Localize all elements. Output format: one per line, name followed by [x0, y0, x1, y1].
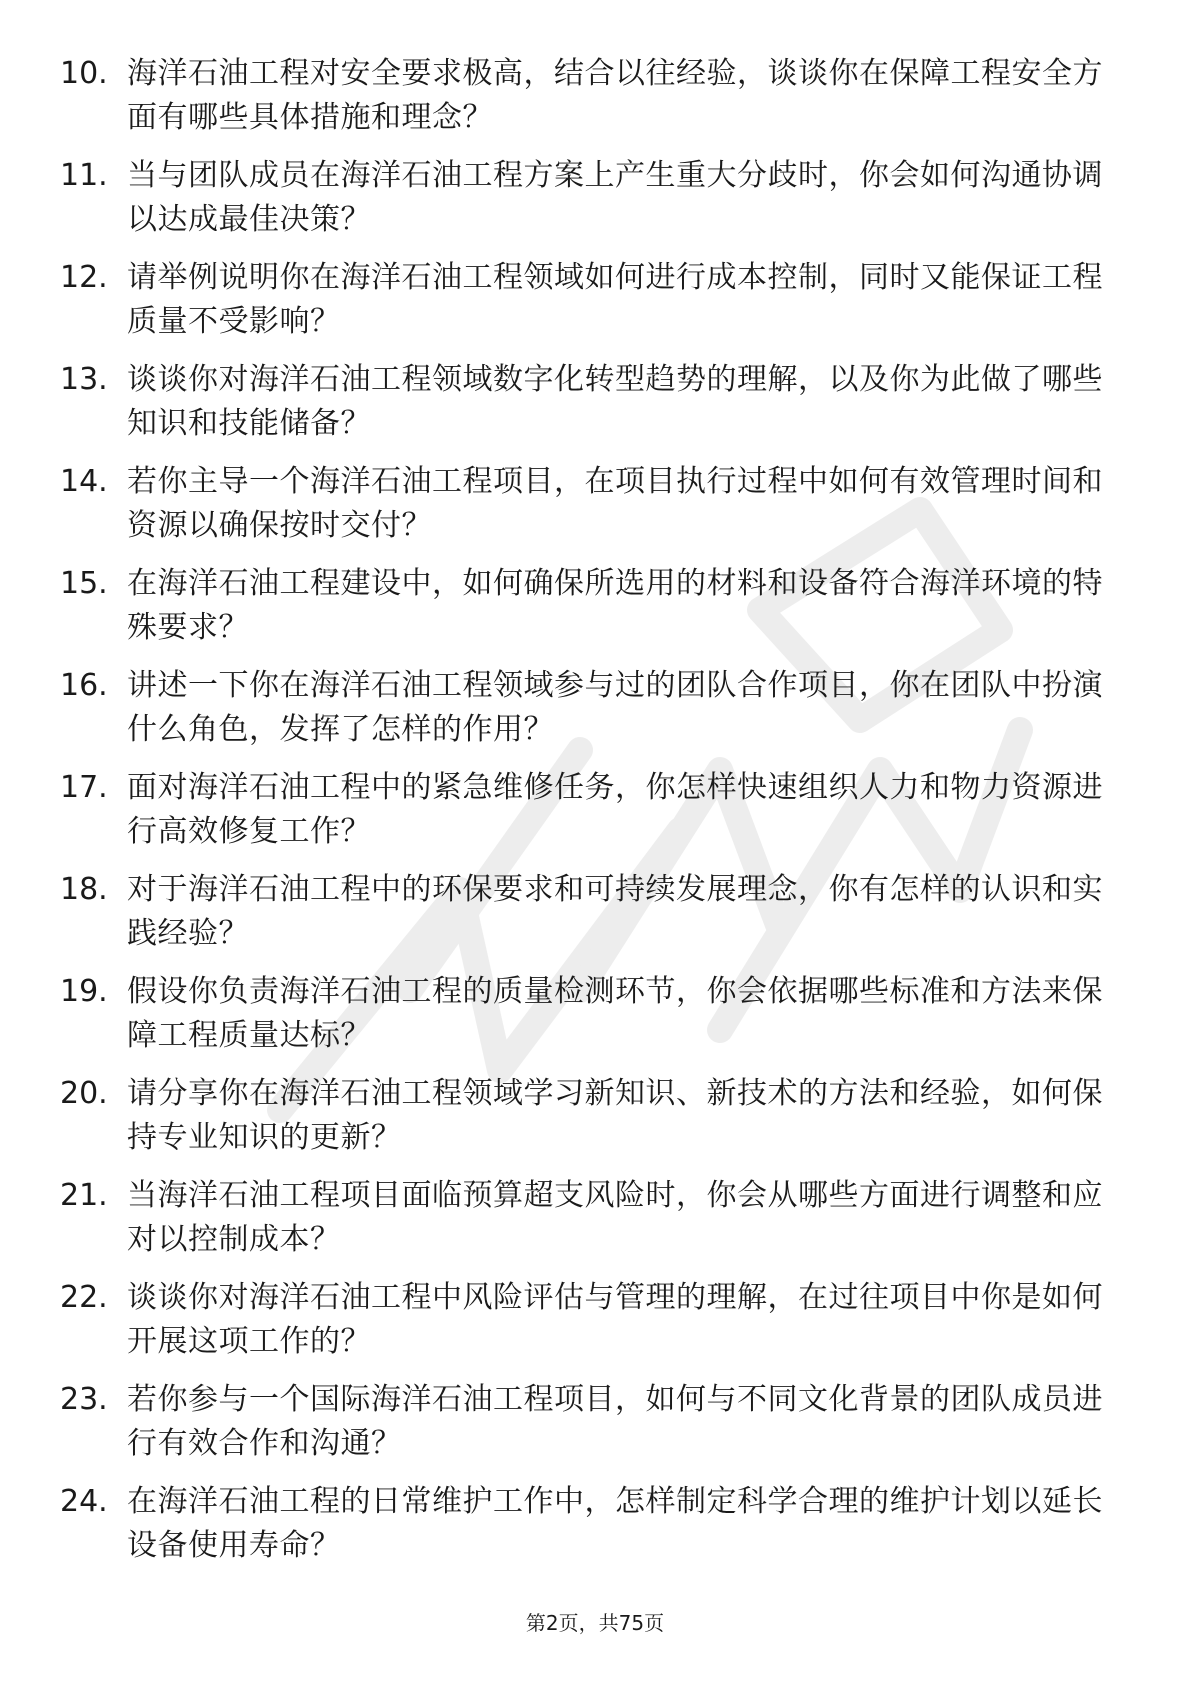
- question-text: 海洋石油工程对安全要求极高，结合以往经验，谈谈你在保障工程安全方面有哪些具体措施和理念？: [127, 56, 1103, 135]
- question-text: 在海洋石油工程建设中，如何确保所选用的材料和设备符合海洋环境的特殊要求？: [127, 566, 1103, 645]
- question-text: 假设你负责海洋石油工程的质量检测环节，你会依据哪些标准和方法来保障工程质量达标？: [127, 974, 1103, 1053]
- question-text: 请举例说明你在海洋石油工程领域如何进行成本控制，同时又能保证工程质量不受影响？: [127, 260, 1103, 339]
- question-item: [60, 358, 1120, 460]
- question-number: 11.: [60, 158, 108, 193]
- question-item: [60, 1276, 1120, 1378]
- question-item: [60, 1072, 1120, 1174]
- question-number: 14.: [60, 464, 108, 499]
- question-text: 面对海洋石油工程中的紧急维修任务，你怎样快速组织人力和物力资源进行高效修复工作？: [127, 770, 1103, 849]
- question-item: [60, 154, 1120, 256]
- question-number: 10.: [60, 56, 108, 91]
- question-number: 15.: [60, 566, 108, 601]
- question-text: 在海洋石油工程的日常维护工作中，怎样制定科学合理的维护计划以延长设备使用寿命？: [127, 1484, 1103, 1563]
- question-text: 若你主导一个海洋石油工程项目，在项目执行过程中如何有效管理时间和资源以确保按时交付？: [127, 464, 1103, 543]
- question-number: 23.: [60, 1382, 108, 1417]
- question-text: 讲述一下你在海洋石油工程领域参与过的团队合作项目，你在团队中扮演什么角色，发挥了怎样的作用？: [127, 668, 1103, 747]
- question-text: 当与团队成员在海洋石油工程方案上产生重大分歧时，你会如何沟通协调以达成最佳决策？: [127, 158, 1103, 237]
- question-number: 21.: [60, 1178, 108, 1213]
- question-item: [60, 664, 1120, 766]
- question-item: [60, 766, 1120, 868]
- question-text: 对于海洋石油工程中的环保要求和可持续发展理念，你有怎样的认识和实践经验？: [127, 872, 1103, 951]
- question-item: [60, 52, 1120, 154]
- question-number: 12.: [60, 260, 108, 295]
- question-item: [60, 256, 1120, 358]
- question-text: 若你参与一个国际海洋石油工程项目，如何与不同文化背景的团队成员进行有效合作和沟通？: [127, 1382, 1103, 1461]
- question-number: 13.: [60, 362, 108, 397]
- question-number: 24.: [60, 1484, 108, 1519]
- question-item: [60, 970, 1120, 1072]
- question-number: 18.: [60, 872, 108, 907]
- question-text: 请分享你在海洋石油工程领域学习新知识、新技术的方法和经验，如何保持专业知识的更新？: [127, 1076, 1103, 1155]
- question-number: 20.: [60, 1076, 108, 1111]
- question-item: [60, 562, 1120, 664]
- question-text: 当海洋石油工程项目面临预算超支风险时，你会从哪些方面进行调整和应对以控制成本？: [127, 1178, 1103, 1257]
- question-text: 谈谈你对海洋石油工程领域数字化转型趋势的理解，以及你为此做了哪些知识和技能储备？: [127, 362, 1103, 441]
- question-item: [60, 1378, 1120, 1480]
- page-footer: 第2页，共75页: [525, 1611, 665, 1635]
- question-item: [60, 868, 1120, 970]
- question-list: [60, 52, 1120, 1582]
- question-item: [60, 460, 1120, 562]
- question-item: [60, 1480, 1120, 1582]
- question-number: 22.: [60, 1280, 108, 1315]
- question-number: 16.: [60, 668, 108, 703]
- question-text: 谈谈你对海洋石油工程中风险评估与管理的理解，在过往项目中你是如何开展这项工作的？: [127, 1280, 1103, 1359]
- question-number: 19.: [60, 974, 108, 1009]
- question-number: 17.: [60, 770, 108, 805]
- question-item: [60, 1174, 1120, 1276]
